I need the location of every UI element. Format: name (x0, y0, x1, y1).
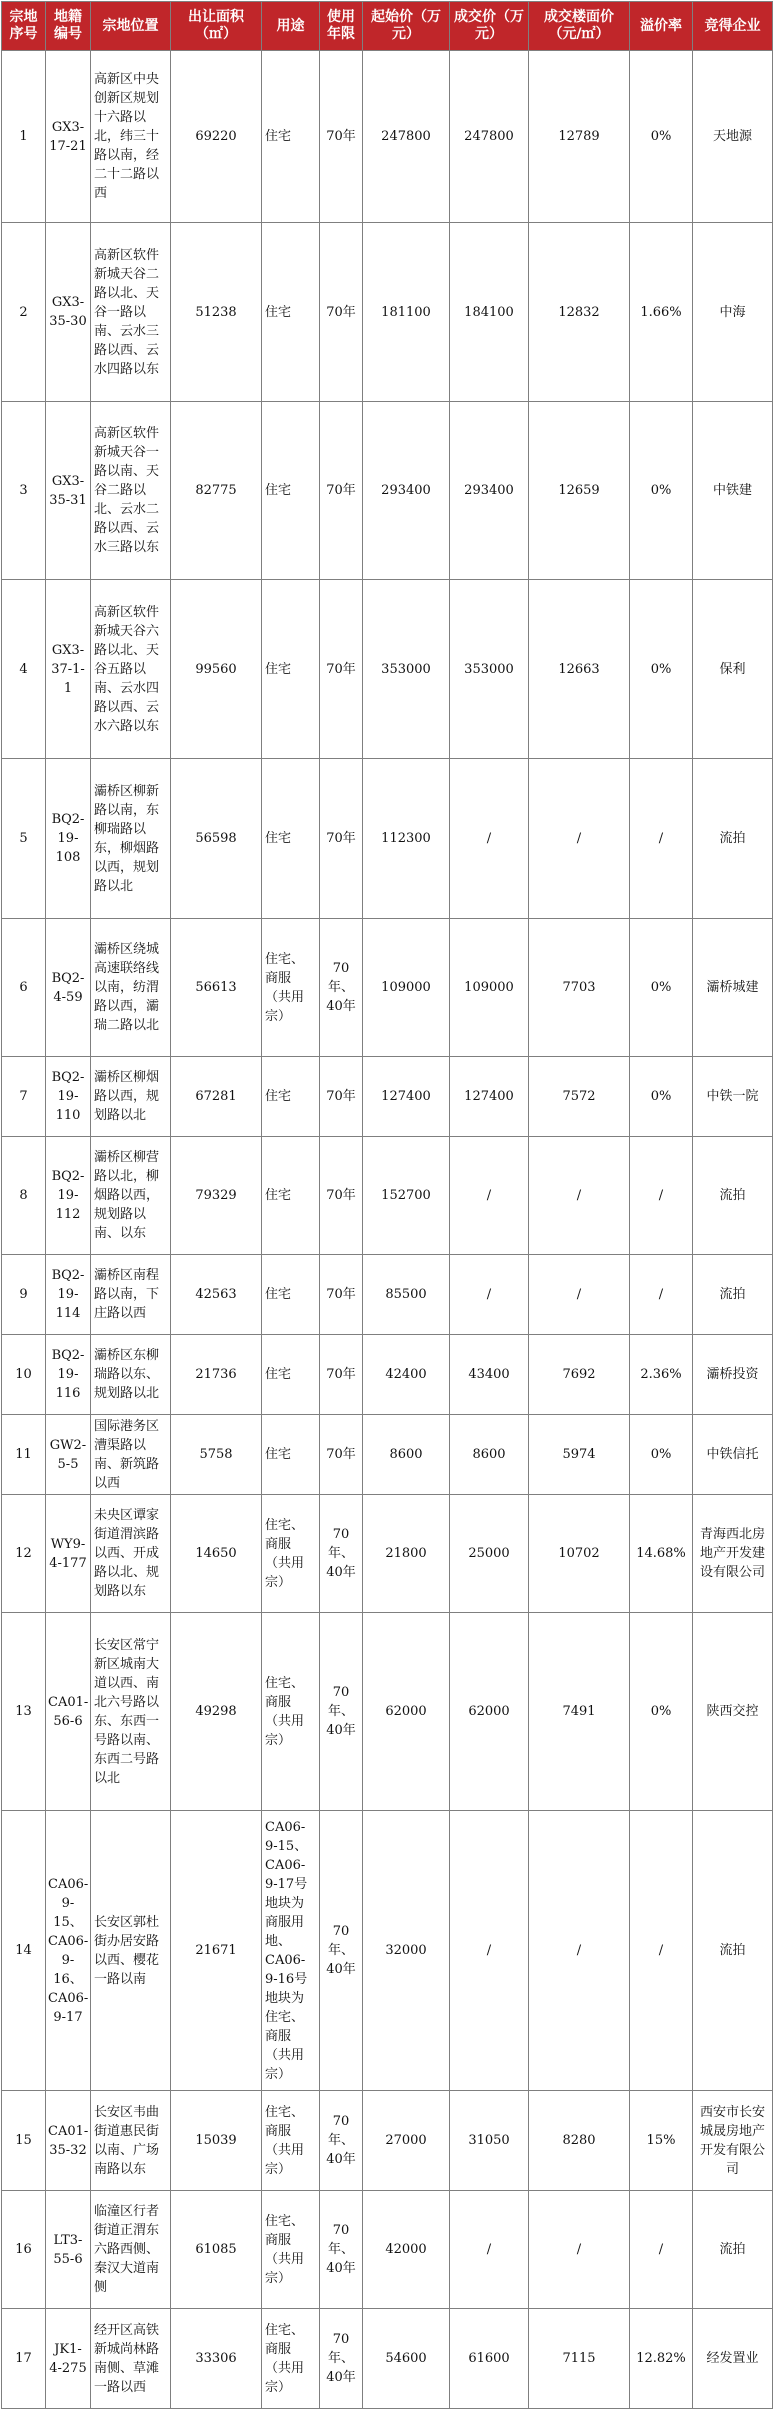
cell-start-price: 21800 (363, 1495, 450, 1613)
cell-area: 82775 (171, 402, 262, 580)
cell-no: 9 (2, 1255, 46, 1335)
table-row (2, 51, 773, 223)
cell-start-price: 32000 (363, 1811, 450, 2091)
cell-no: 8 (2, 1137, 46, 1255)
cell-location: 高新区软件新城天谷二路以北、天谷一路以南、云水三路以西、云水四路以东 (91, 223, 171, 402)
cell-no: 14 (2, 1811, 46, 2091)
cell-no: 13 (2, 1613, 46, 1811)
cell-location: 国际港务区漕渠路以南、新筑路以西 (91, 1415, 171, 1495)
cell-code: BQ2-19-114 (46, 1255, 91, 1335)
cell-term: 70年 (320, 1137, 363, 1255)
cell-floor-price: / (529, 2191, 630, 2309)
table-row (2, 2091, 773, 2191)
cell-usage: 住宅 (262, 1057, 320, 1137)
cell-usage: 住宅、商服（共用宗） (262, 2191, 320, 2309)
cell-deal-price: / (450, 1255, 529, 1335)
cell-no: 1 (2, 51, 46, 223)
cell-term: 70年 (320, 1335, 363, 1415)
cell-premium: 0% (630, 1613, 693, 1811)
cell-usage: 住宅 (262, 1415, 320, 1495)
cell-start-price: 353000 (363, 580, 450, 759)
cell-usage: 住宅 (262, 1255, 320, 1335)
cell-location: 灞桥区东柳瑞路以东、规划路以北 (91, 1335, 171, 1415)
cell-premium: / (630, 1137, 693, 1255)
cell-code: CA01-56-6 (46, 1613, 91, 1811)
cell-deal-price: / (450, 2191, 529, 2309)
cell-premium: 14.68% (630, 1495, 693, 1613)
table-header-row (2, 2, 773, 51)
table-row (2, 1335, 773, 1415)
cell-no: 12 (2, 1495, 46, 1613)
cell-deal-price: 293400 (450, 402, 529, 580)
cell-term: 70年、40年 (320, 2191, 363, 2309)
cell-winner: 中铁一院 (693, 1057, 773, 1137)
cell-start-price: 247800 (363, 51, 450, 223)
header-floor-price: 成交楼面价（元/㎡） (529, 2, 630, 51)
cell-no: 3 (2, 402, 46, 580)
cell-deal-price: 31050 (450, 2091, 529, 2191)
cell-usage: 住宅、商服（共用宗） (262, 2309, 320, 2409)
cell-start-price: 85500 (363, 1255, 450, 1335)
cell-location: 灞桥区绕城高速联络线以南，纺渭路以西，灞瑞二路以北 (91, 919, 171, 1057)
table-row (2, 402, 773, 580)
cell-no: 4 (2, 580, 46, 759)
cell-term: 70年 (320, 402, 363, 580)
cell-no: 15 (2, 2091, 46, 2191)
cell-location: 灞桥区柳营路以北，柳烟路以西，规划路以南、以东 (91, 1137, 171, 1255)
cell-area: 5758 (171, 1415, 262, 1495)
cell-location: 高新区软件新城天谷一路以南、天谷二路以北、云水二路以西、云水三路以东 (91, 402, 171, 580)
cell-premium: 0% (630, 919, 693, 1057)
cell-premium: 0% (630, 51, 693, 223)
cell-location: 经开区高铁新城尚林路南侧、草滩一路以西 (91, 2309, 171, 2409)
cell-location: 灞桥区柳烟路以西，规划路以北 (91, 1057, 171, 1137)
table-row (2, 2191, 773, 2309)
header-location: 宗地位置 (91, 2, 171, 51)
cell-term: 70年 (320, 1057, 363, 1137)
cell-start-price: 62000 (363, 1613, 450, 1811)
cell-start-price: 293400 (363, 402, 450, 580)
cell-usage: 住宅 (262, 1335, 320, 1415)
cell-area: 79329 (171, 1137, 262, 1255)
cell-floor-price: 7703 (529, 919, 630, 1057)
cell-floor-price: 12789 (529, 51, 630, 223)
table-row (2, 1137, 773, 1255)
cell-code: GX3-17-21 (46, 51, 91, 223)
cell-location: 高新区软件新城天谷六路以北、天谷五路以南、云水四路以西、云水六路以东 (91, 580, 171, 759)
table-row (2, 223, 773, 402)
cell-deal-price: / (450, 1811, 529, 2091)
cell-code: CA06-9-15、CA06-9-16、CA06-9-17 (46, 1811, 91, 2091)
cell-winner: 灞桥投资 (693, 1335, 773, 1415)
cell-term: 70年 (320, 580, 363, 759)
cell-area: 21671 (171, 1811, 262, 2091)
cell-winner: 流拍 (693, 1137, 773, 1255)
cell-no: 10 (2, 1335, 46, 1415)
cell-premium: 0% (630, 402, 693, 580)
cell-location: 长安区郭杜街办居安路以西、樱花一路以南 (91, 1811, 171, 2091)
cell-no: 5 (2, 759, 46, 919)
cell-code: BQ2-19-116 (46, 1335, 91, 1415)
table-row (2, 1415, 773, 1495)
cell-start-price: 42000 (363, 2191, 450, 2309)
cell-area: 56613 (171, 919, 262, 1057)
table-row (2, 1613, 773, 1811)
cell-start-price: 152700 (363, 1137, 450, 1255)
table-row (2, 580, 773, 759)
cell-deal-price: 61600 (450, 2309, 529, 2409)
cell-winner: 天地源 (693, 51, 773, 223)
cell-area: 61085 (171, 2191, 262, 2309)
cell-term: 70年、40年 (320, 919, 363, 1057)
cell-deal-price: 127400 (450, 1057, 529, 1137)
cell-term: 70年、40年 (320, 2309, 363, 2409)
cell-winner: 经发置业 (693, 2309, 773, 2409)
cell-term: 70年、40年 (320, 2091, 363, 2191)
cell-premium: / (630, 759, 693, 919)
cell-floor-price: 5974 (529, 1415, 630, 1495)
cell-location: 灞桥区柳新路以南，东柳瑞路以东，柳烟路以西，规划路以北 (91, 759, 171, 919)
cell-location: 未央区谭家街道渭滨路以西、开成路以北、规划路以东 (91, 1495, 171, 1613)
cell-winner: 中海 (693, 223, 773, 402)
cell-term: 70年、40年 (320, 1613, 363, 1811)
cell-start-price: 8600 (363, 1415, 450, 1495)
cell-code: JK1-4-275 (46, 2309, 91, 2409)
header-usage: 用途 (262, 2, 320, 51)
cell-area: 33306 (171, 2309, 262, 2409)
cell-start-price: 109000 (363, 919, 450, 1057)
table-row (2, 919, 773, 1057)
cell-floor-price: / (529, 1255, 630, 1335)
cell-usage: 住宅 (262, 402, 320, 580)
cell-area: 67281 (171, 1057, 262, 1137)
cell-floor-price: 7491 (529, 1613, 630, 1811)
cell-deal-price: 247800 (450, 51, 529, 223)
table-row (2, 2309, 773, 2409)
header-premium: 溢价率 (630, 2, 693, 51)
cell-winner: 西安市长安城晟房地产开发有限公司 (693, 2091, 773, 2191)
cell-code: BQ2-19-110 (46, 1057, 91, 1137)
cell-no: 2 (2, 223, 46, 402)
cell-term: 70年、40年 (320, 1495, 363, 1613)
cell-start-price: 42400 (363, 1335, 450, 1415)
land-auction-table (1, 1, 773, 2409)
table-row (2, 1811, 773, 2091)
cell-premium: / (630, 2191, 693, 2309)
cell-no: 7 (2, 1057, 46, 1137)
cell-floor-price: / (529, 759, 630, 919)
cell-area: 99560 (171, 580, 262, 759)
cell-area: 56598 (171, 759, 262, 919)
cell-usage: 住宅、商服（共用宗） (262, 919, 320, 1057)
cell-winner: 中铁建 (693, 402, 773, 580)
cell-winner: 灞桥城建 (693, 919, 773, 1057)
cell-floor-price: 7692 (529, 1335, 630, 1415)
cell-deal-price: 8600 (450, 1415, 529, 1495)
cell-premium: 0% (630, 1057, 693, 1137)
cell-term: 70年 (320, 223, 363, 402)
cell-premium: 1.66% (630, 223, 693, 402)
cell-usage: 住宅 (262, 223, 320, 402)
cell-area: 69220 (171, 51, 262, 223)
cell-floor-price: 10702 (529, 1495, 630, 1613)
cell-start-price: 27000 (363, 2091, 450, 2191)
cell-usage: 住宅 (262, 51, 320, 223)
cell-premium: 2.36% (630, 1335, 693, 1415)
cell-winner: 青海西北房地产开发建设有限公司 (693, 1495, 773, 1613)
cell-winner: 流拍 (693, 759, 773, 919)
cell-usage: 住宅、商服（共用宗） (262, 1613, 320, 1811)
cell-start-price: 112300 (363, 759, 450, 919)
cell-area: 14650 (171, 1495, 262, 1613)
cell-term: 70年 (320, 51, 363, 223)
cell-premium: 0% (630, 1415, 693, 1495)
table-row (2, 1495, 773, 1613)
cell-usage: CA06-9-15、CA06-9-17号地块为商服用地、CA06-9-16号地块为住宅、商服（共用宗） (262, 1811, 320, 2091)
cell-term: 70年 (320, 759, 363, 919)
header-winner: 竞得企业 (693, 2, 773, 51)
cell-floor-price: 12832 (529, 223, 630, 402)
header-deal-price: 成交价（万元） (450, 2, 529, 51)
cell-no: 11 (2, 1415, 46, 1495)
cell-area: 51238 (171, 223, 262, 402)
table-row (2, 1255, 773, 1335)
cell-deal-price: 43400 (450, 1335, 529, 1415)
cell-location: 高新区中央创新区规划十六路以北，纬三十路以南，经二十二路以西 (91, 51, 171, 223)
cell-premium: 12.82% (630, 2309, 693, 2409)
cell-floor-price: 8280 (529, 2091, 630, 2191)
cell-start-price: 54600 (363, 2309, 450, 2409)
cell-area: 21736 (171, 1335, 262, 1415)
header-term: 使用年限 (320, 2, 363, 51)
cell-no: 17 (2, 2309, 46, 2409)
cell-code: BQ2-4-59 (46, 919, 91, 1057)
cell-usage: 住宅、商服（共用宗） (262, 1495, 320, 1613)
header-start-price: 起始价（万元） (363, 2, 450, 51)
cell-deal-price: 353000 (450, 580, 529, 759)
cell-area: 49298 (171, 1613, 262, 1811)
cell-area: 15039 (171, 2091, 262, 2191)
cell-deal-price: 62000 (450, 1613, 529, 1811)
cell-deal-price: / (450, 1137, 529, 1255)
table-row (2, 1057, 773, 1137)
cell-location: 灞桥区南程路以南，下庄路以西 (91, 1255, 171, 1335)
cell-code: GX3-35-30 (46, 223, 91, 402)
header-area: 出让面积（㎡） (171, 2, 262, 51)
cell-code: LT3-55-6 (46, 2191, 91, 2309)
cell-deal-price: 25000 (450, 1495, 529, 1613)
cell-location: 长安区常宁新区城南大道以西、南北六号路以东、东西一号路以南、东西二号路以北 (91, 1613, 171, 1811)
cell-floor-price: 12663 (529, 580, 630, 759)
cell-term: 70年、40年 (320, 1811, 363, 2091)
cell-code: GX3-37-1-1 (46, 580, 91, 759)
cell-deal-price: 184100 (450, 223, 529, 402)
cell-floor-price: 12659 (529, 402, 630, 580)
cell-usage: 住宅、商服（共用宗） (262, 2091, 320, 2191)
cell-usage: 住宅 (262, 580, 320, 759)
header-code: 地籍编号 (46, 2, 91, 51)
cell-premium: / (630, 1255, 693, 1335)
cell-premium: / (630, 1811, 693, 2091)
cell-no: 16 (2, 2191, 46, 2309)
cell-code: BQ2-19-112 (46, 1137, 91, 1255)
cell-winner: 陕西交控 (693, 1613, 773, 1811)
cell-start-price: 181100 (363, 223, 450, 402)
cell-location: 临潼区行者街道正渭东六路西侧、秦汉大道南侧 (91, 2191, 171, 2309)
cell-winner: 流拍 (693, 1811, 773, 2091)
cell-floor-price: / (529, 1137, 630, 1255)
cell-area: 42563 (171, 1255, 262, 1335)
cell-term: 70年 (320, 1415, 363, 1495)
cell-winner: 保利 (693, 580, 773, 759)
cell-usage: 住宅 (262, 1137, 320, 1255)
cell-floor-price: 7572 (529, 1057, 630, 1137)
cell-deal-price: / (450, 759, 529, 919)
cell-usage: 住宅 (262, 759, 320, 919)
cell-winner: 流拍 (693, 1255, 773, 1335)
cell-code: GW2-5-5 (46, 1415, 91, 1495)
cell-floor-price: / (529, 1811, 630, 2091)
header-no: 宗地序号 (2, 2, 46, 51)
cell-term: 70年 (320, 1255, 363, 1335)
cell-code: BQ2-19-108 (46, 759, 91, 919)
cell-location: 长安区韦曲街道惠民街以南、广场南路以东 (91, 2091, 171, 2191)
cell-code: WY9-4-177 (46, 1495, 91, 1613)
cell-code: GX3-35-31 (46, 402, 91, 580)
cell-start-price: 127400 (363, 1057, 450, 1137)
cell-code: CA01-35-32 (46, 2091, 91, 2191)
cell-winner: 中铁信托 (693, 1415, 773, 1495)
table-row (2, 759, 773, 919)
cell-deal-price: 109000 (450, 919, 529, 1057)
cell-floor-price: 7115 (529, 2309, 630, 2409)
cell-no: 6 (2, 919, 46, 1057)
cell-premium: 15% (630, 2091, 693, 2191)
cell-premium: 0% (630, 580, 693, 759)
cell-winner: 流拍 (693, 2191, 773, 2309)
